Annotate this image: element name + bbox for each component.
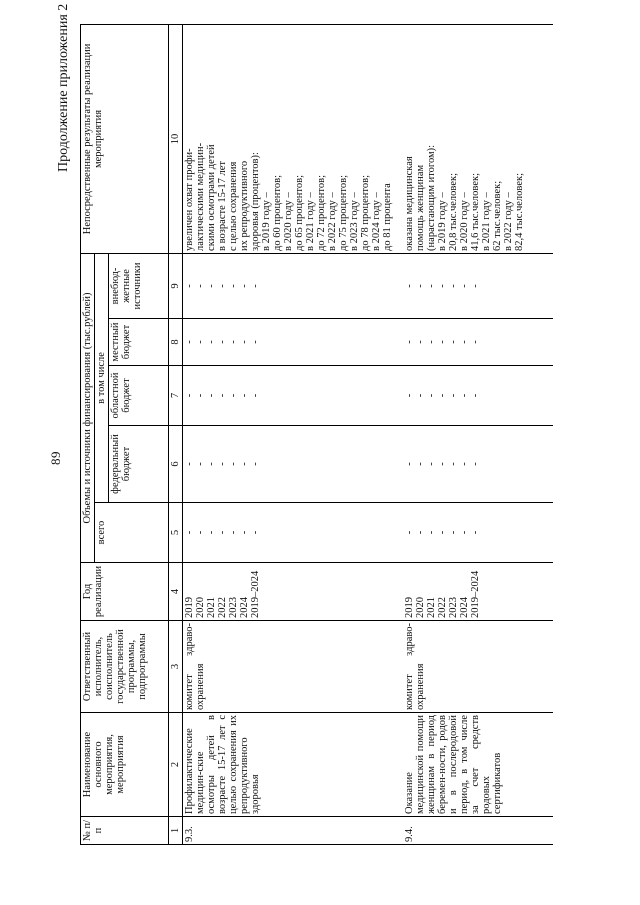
header-federal: федеральный бюджет (109, 426, 169, 503)
result-line: оказана медицинская (403, 156, 415, 251)
row-regional (403, 366, 553, 426)
row-years (183, 563, 403, 621)
year: 2023 (228, 597, 239, 618)
col-number: 2 (169, 713, 183, 817)
value-dash: - (447, 393, 459, 398)
value-dash: - (447, 340, 459, 344)
result-line: в 2019 году – (436, 192, 448, 251)
table-row (403, 24, 553, 844)
row-name: Оказание медицинской помощи женщинам в период беремен-ности, родов и в послеродовой период, в том числе за счет средств родовых сертификатов (403, 713, 553, 817)
result-line: с целью сохранения (228, 161, 239, 251)
value-dash: - (403, 393, 415, 398)
row-local (183, 319, 403, 366)
row-federal (183, 426, 403, 503)
value-dash: - (217, 284, 228, 288)
result-line: 82,4 тыс.человек; (513, 173, 525, 251)
result-line: в возрасте 15-17 лет (217, 161, 228, 251)
value-dash: - (228, 284, 239, 288)
value-dash: - (184, 462, 195, 466)
value-dash: - (436, 462, 448, 466)
value-dash: - (469, 530, 481, 535)
result-line: в 2024 году – (371, 192, 382, 251)
value-dash: - (239, 284, 250, 288)
value-dash: - (469, 393, 481, 398)
value-dash: - (469, 462, 481, 466)
value-dash: - (217, 393, 228, 398)
col-number: 7 (169, 366, 183, 426)
value-dash: - (239, 530, 250, 535)
value-dash: - (414, 393, 426, 398)
value-dash: - (425, 284, 437, 288)
result-line: 41,6 тыс.человек; (469, 173, 481, 251)
result-line: до 60 процентов; (272, 175, 283, 251)
value-dash: - (195, 284, 206, 288)
year: 2022 (217, 597, 228, 618)
result-line: в 2021 году – (480, 192, 492, 251)
value-dash: - (184, 530, 195, 535)
result-line: до 75 процентов; (338, 175, 349, 251)
col-number: 4 (169, 563, 183, 621)
col-number: 6 (169, 426, 183, 503)
row-total (183, 503, 403, 563)
value-dash: - (184, 393, 195, 398)
value-dash: - (403, 462, 415, 466)
value-dash: - (206, 340, 217, 344)
value-dash: - (403, 530, 415, 535)
value-dash: - (447, 462, 459, 466)
value-dash: - (195, 340, 206, 344)
result-line: лактическими медицин- (195, 142, 206, 251)
value-dash: - (403, 284, 415, 288)
value-dash: - (184, 284, 195, 288)
row-total (403, 503, 553, 563)
col-number: 9 (169, 253, 183, 318)
year: 2019–2024 (469, 570, 481, 618)
result-line: в 2023 году – (349, 192, 360, 251)
row-executor: комитет здраво-охранения (403, 621, 553, 713)
program-table (80, 24, 553, 845)
year: 2024 (239, 597, 250, 618)
value-dash: - (228, 340, 239, 344)
value-dash: - (425, 462, 437, 466)
value-dash: - (458, 462, 470, 466)
year: 2023 (447, 597, 459, 618)
row-federal (403, 426, 553, 503)
value-dash: - (195, 530, 206, 535)
value-dash: - (228, 530, 239, 535)
row-results (403, 24, 553, 253)
row-executor: комитет здраво-охранения (183, 621, 403, 713)
value-dash: - (425, 340, 437, 344)
value-dash: - (414, 530, 426, 535)
header-regional: областной бюджет (109, 366, 169, 426)
header-local: местный бюджет (109, 319, 169, 366)
header-year: Год реализации (81, 563, 169, 621)
row-years (403, 563, 553, 621)
col-number: 5 (169, 503, 183, 563)
value-dash: - (250, 393, 261, 398)
value-dash: - (250, 462, 261, 466)
value-dash: - (206, 284, 217, 288)
value-dash: - (217, 462, 228, 466)
value-dash: - (447, 284, 459, 288)
row-extra (183, 253, 403, 318)
value-dash: - (250, 340, 261, 344)
row-num: 9.4. (403, 817, 553, 845)
value-dash: - (228, 462, 239, 466)
result-line: до 65 процентов; (294, 175, 305, 251)
value-dash: - (206, 393, 217, 398)
col-number: 10 (169, 24, 183, 253)
result-line: их репродуктивного (239, 160, 250, 251)
value-dash: - (436, 340, 448, 344)
result-line: скими осмотрами детей (206, 144, 217, 251)
value-dash: - (447, 530, 459, 535)
header-extra: внебюд-жетные источники (109, 253, 169, 318)
table-row (183, 24, 403, 844)
value-dash: - (469, 340, 481, 344)
row-name: Профилактические медицин-ские осмотры детей в возрасте 15-17 лет с целью сохранения их репродуктивного здоровья (183, 713, 403, 817)
value-dash: - (195, 462, 206, 466)
value-dash: - (250, 284, 261, 288)
result-line: (нарастающим итогом): (425, 144, 437, 251)
value-dash: - (414, 284, 426, 288)
year: 2019–2024 (250, 570, 261, 618)
value-dash: - (250, 530, 261, 535)
year: 2022 (436, 597, 448, 618)
year: 2019 (184, 597, 195, 618)
result-line: 62 тыс.человек; (491, 180, 503, 251)
row-extra (403, 253, 553, 318)
row-local (403, 319, 553, 366)
year: 2020 (195, 597, 206, 618)
year: 2019 (403, 597, 415, 618)
col-number: 3 (169, 621, 183, 713)
value-dash: - (217, 340, 228, 344)
header-name: Наименование основного мероприятия, мероприятия (81, 713, 169, 817)
result-line: в 2021 году – (305, 192, 316, 251)
value-dash: - (206, 530, 217, 535)
value-dash: - (436, 530, 448, 535)
value-dash: - (217, 530, 228, 535)
result-line: здоровья (процентов): (250, 152, 261, 251)
year: 2021 (425, 597, 437, 618)
result-line: до 72 процентов; (316, 175, 327, 251)
result-line: до 78 процентов; (360, 175, 371, 251)
result-line: помощь женщинам (414, 164, 426, 251)
value-dash: - (436, 393, 448, 398)
value-dash: - (458, 284, 470, 288)
value-dash: - (469, 284, 481, 288)
value-dash: - (195, 393, 206, 398)
header-financing: Объемы и источники финансирования (тыс.рублей) (81, 253, 95, 562)
row-num: 9.3. (183, 817, 403, 845)
value-dash: - (458, 393, 470, 398)
value-dash: - (239, 340, 250, 344)
col-number: 1 (169, 817, 183, 845)
page-number: 89 (48, 451, 63, 465)
result-line: в 2020 году – (458, 192, 470, 251)
value-dash: - (425, 530, 437, 535)
value-dash: - (206, 462, 217, 466)
col-number: 8 (169, 319, 183, 366)
header-results: Непосредственные результаты реализации мероприятия (81, 24, 169, 253)
result-line: 20,8 тыс.человек; (447, 173, 459, 251)
result-line: увеличен охват профи- (184, 148, 195, 251)
value-dash: - (239, 462, 250, 466)
result-line: в 2022 году – (502, 192, 514, 251)
result-line: до 81 процента (382, 183, 393, 251)
result-line: в 2019 году – (261, 192, 272, 251)
header-including: в том числе (95, 253, 109, 502)
row-results (183, 24, 403, 253)
header-executor: Ответственный исполнитель, соисполнитель государственной программы, подпрограммы (81, 621, 169, 713)
value-dash: - (436, 284, 448, 288)
result-line: в 2020 году – (283, 192, 294, 251)
value-dash: - (414, 340, 426, 344)
value-dash: - (239, 393, 250, 398)
value-dash: - (458, 340, 470, 344)
column-number-row (169, 24, 183, 844)
value-dash: - (414, 462, 426, 466)
value-dash: - (228, 393, 239, 398)
year: 2024 (458, 597, 470, 618)
value-dash: - (425, 393, 437, 398)
value-dash: - (458, 530, 470, 535)
row-regional (183, 366, 403, 426)
value-dash: - (184, 340, 195, 344)
header-num: № п/п (81, 817, 169, 845)
appendix-subtitle: Продолжение приложения 2 (56, 3, 71, 172)
value-dash: - (403, 340, 415, 344)
year: 2021 (206, 597, 217, 618)
year: 2020 (414, 597, 426, 618)
header-total: всего (95, 503, 169, 563)
result-line: в 2022 году – (327, 192, 338, 251)
